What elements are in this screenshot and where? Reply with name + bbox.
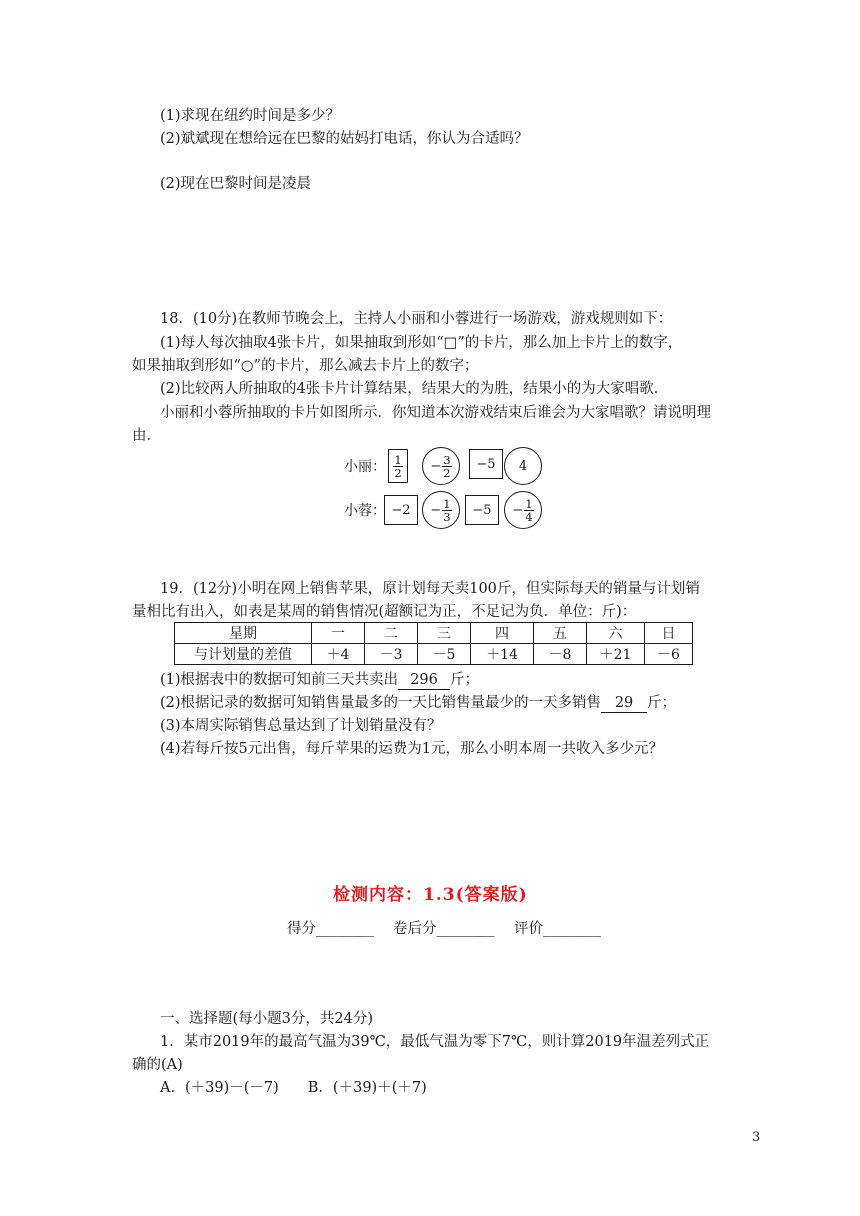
answer-section-title: 检测内容：1.3(答案版) bbox=[333, 885, 528, 905]
table-cell: 五 bbox=[534, 623, 587, 644]
table-cell: ＋14 bbox=[471, 644, 534, 665]
q19-sub3: (3)本周实际销售总量达到了计划销量没有？ bbox=[160, 718, 442, 734]
q18-line5: 小丽和小蓉所抽取的卡片如图所示．你知道本次游戏结束后谁会为大家唱歌？请说明理 bbox=[160, 405, 711, 421]
xiaoli-label: 小丽： bbox=[344, 459, 386, 475]
q19-line2: 量相比有出入，如表是某周的销售情况(超额记为正，不足记为负．单位：斤)： bbox=[132, 604, 637, 620]
table-cell: 一 bbox=[312, 623, 365, 644]
q1-line2: 确的(A) bbox=[132, 1057, 183, 1073]
table-cell: 与计划量的差值 bbox=[175, 644, 312, 665]
table-cell: －3 bbox=[365, 644, 418, 665]
card-square bbox=[388, 449, 408, 483]
fraction: $\frac{3}{2}$ bbox=[443, 452, 451, 480]
fraction: $\frac{1}{3}$ bbox=[443, 496, 451, 524]
card-circle: 4 bbox=[504, 447, 542, 485]
table-cell: 四 bbox=[471, 623, 534, 644]
post-score-field: 卷后分________ bbox=[393, 921, 495, 937]
table-cell: 六 bbox=[587, 623, 645, 644]
q17-sub1: (1)求现在纽约时间是多少？ bbox=[160, 108, 341, 124]
card-circle: − $\frac{1}{3}$ bbox=[422, 491, 460, 529]
table-row bbox=[175, 644, 693, 665]
table-header-row bbox=[175, 623, 693, 644]
cards-row-xiaoli bbox=[342, 444, 552, 488]
sales-table bbox=[174, 622, 693, 665]
q19-sub2: (2)根据记录的数据可知销售量最多的一天比销售量最少的一天多销售 29 斤； bbox=[160, 695, 677, 711]
table-cell: ＋4 bbox=[312, 644, 365, 665]
answer-blank: 296 bbox=[398, 671, 450, 690]
q1-options: A．(＋39)－(－7) B．(＋39)＋(＋7) bbox=[160, 1080, 427, 1096]
table-cell: 星期 bbox=[175, 623, 312, 644]
fraction: $\frac{1}{2}$ bbox=[394, 452, 402, 480]
score-field: 得分________ bbox=[287, 921, 374, 937]
table-cell: －5 bbox=[418, 644, 471, 665]
table-cell: 日 bbox=[645, 623, 693, 644]
q19-line1: 19．(12分)小明在网上销售苹果，原计划每天卖100斤，但实际每天的销量与计划销 bbox=[160, 581, 700, 597]
q18-line1: 18．(10分)在教师节晚会上，主持人小丽和小蓉进行一场游戏，游戏规则如下： bbox=[160, 311, 673, 327]
card-square: −5 bbox=[469, 449, 503, 479]
q17-sub2: (2)斌斌现在想给远在巴黎的姑妈打电话，你认为合适吗？ bbox=[160, 131, 529, 147]
q18-line6: 由． bbox=[132, 428, 161, 444]
evaluation-field: 评价________ bbox=[514, 921, 601, 937]
table-cell: 三 bbox=[418, 623, 471, 644]
table-cell: －8 bbox=[534, 644, 587, 665]
table-cell: －6 bbox=[645, 644, 693, 665]
q18-line3: 如果抽取到形如“○”的卡片，那么减去卡片上的数字； bbox=[132, 358, 479, 374]
xiaorong-label: 小蓉： bbox=[344, 503, 386, 519]
q19-sub1: (1)根据表中的数据可知前三天共卖出 296 斤； bbox=[160, 672, 480, 688]
card-circle: − $\frac{1}{4}$ bbox=[504, 491, 542, 529]
q17-answer2: (2)现在巴黎时间是凌晨 bbox=[160, 176, 312, 192]
table-cell: ＋21 bbox=[587, 644, 645, 665]
part1-heading: 一、选择题(每小题3分，共24分) bbox=[160, 1011, 373, 1027]
card-square: −5 bbox=[465, 495, 499, 525]
q19-sub4: (4)若每斤按5元出售，每斤苹果的运费为1元，那么小明本周一共收入多少元？ bbox=[160, 741, 663, 757]
table-cell: 二 bbox=[365, 623, 418, 644]
cards-row-xiaorong bbox=[342, 488, 552, 532]
answer-blank: 29 bbox=[601, 694, 647, 713]
q1-line1: 1．某市2019年的最高气温为39℃，最低气温为零下7℃，则计算2019年温差列式正 bbox=[160, 1034, 710, 1050]
q18-line4: (2)比较两人所抽取的4张卡片计算结果，结果大的为胜，结果小的为大家唱歌． bbox=[160, 381, 669, 397]
fraction: $\frac{1}{4}$ bbox=[525, 496, 533, 524]
page-number: 3 bbox=[752, 1130, 761, 1145]
card-square: −2 bbox=[384, 495, 418, 525]
card-circle: − $\frac{3}{2}$ bbox=[422, 447, 460, 485]
q18-line2: (1)每人每次抽取4张卡片，如果抽取到形如“□”的卡片，那么加上卡片上的数字， bbox=[160, 335, 683, 351]
